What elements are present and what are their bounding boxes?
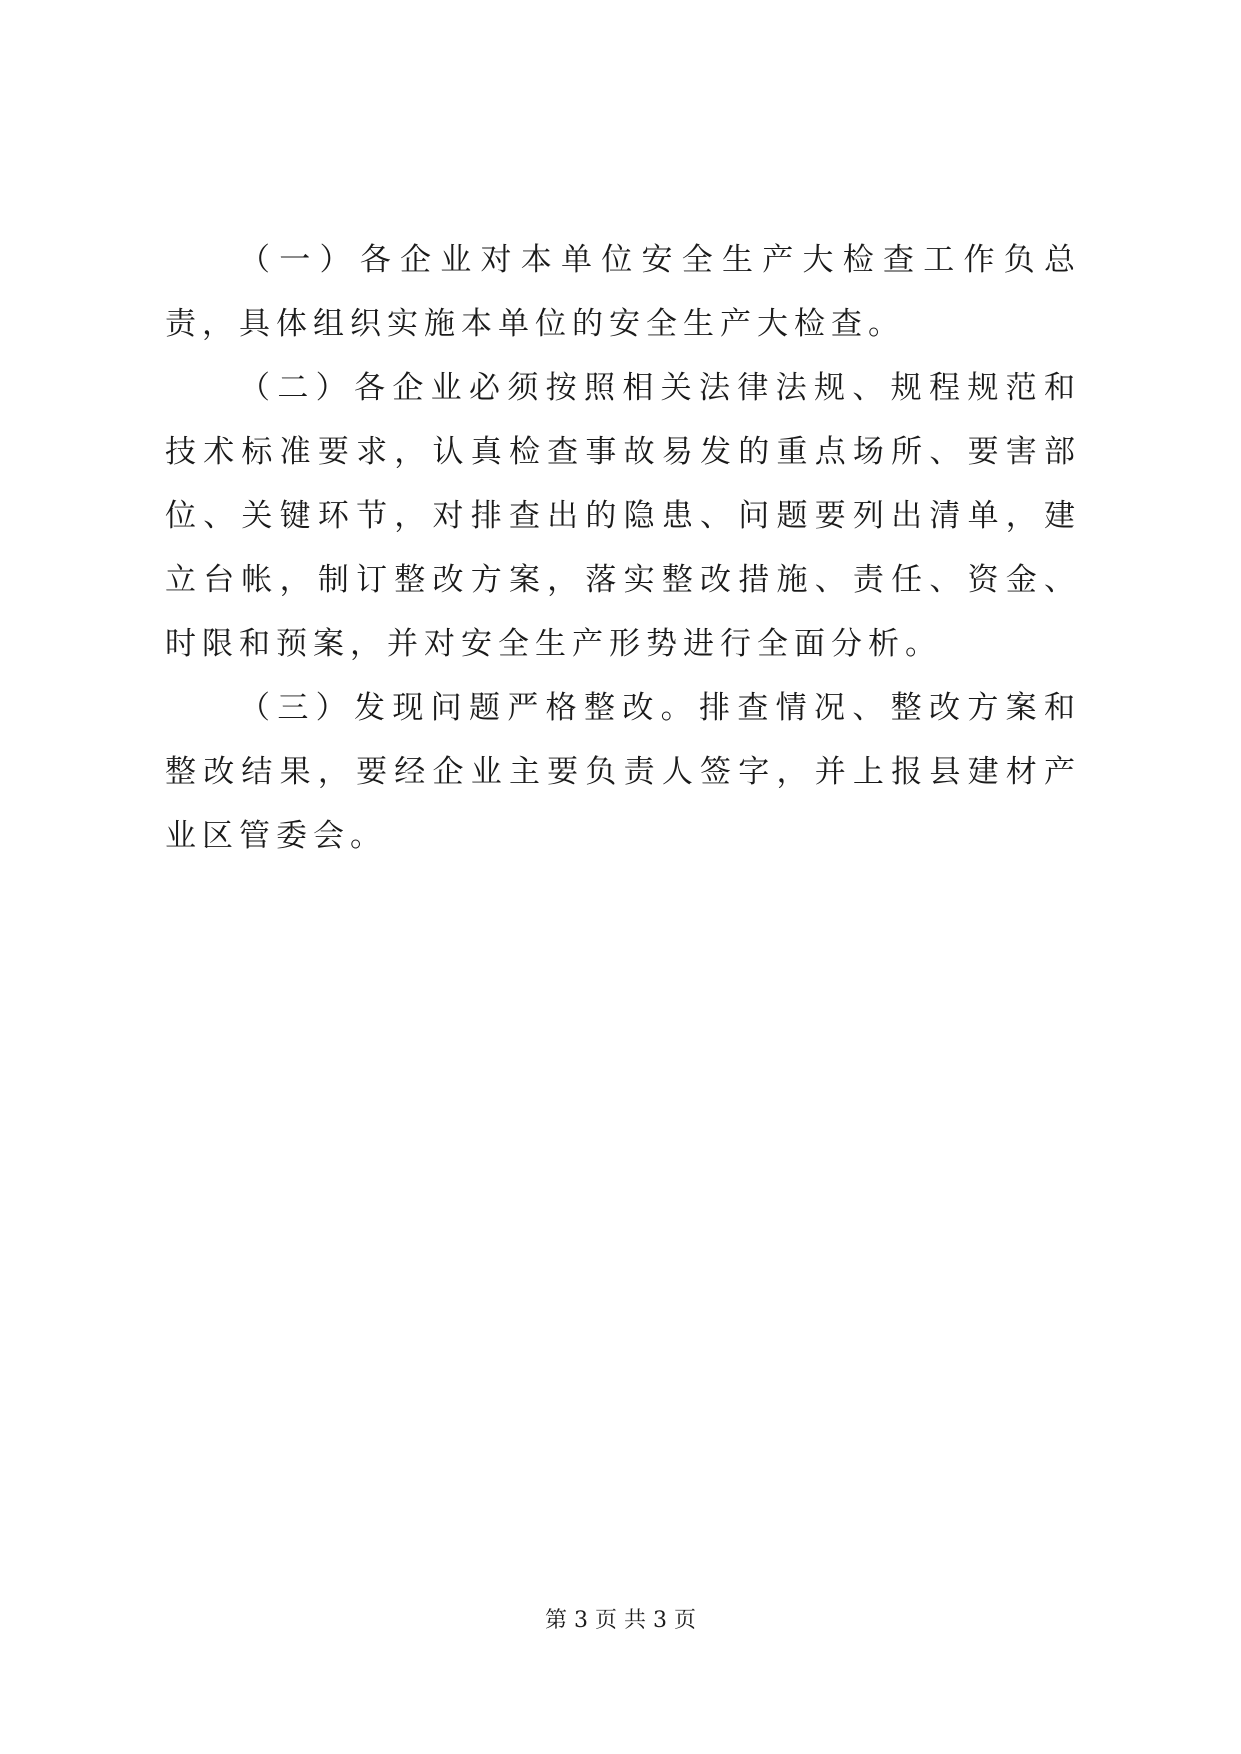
paragraph-2: （二）各企业必须按照相关法律法规、规程规范和技术标准要求，认真检查事故易发的重点场所、要害部位、关键环节，对排查出的隐患、问题要列出清单，建立台帐，制订整改方案，落实整改措施、责任、资金、时限和预案，并对安全生产形势进行全面分析。 (165, 370, 1081, 662)
paragraph-3: （三）发现问题严格整改。排查情况、整改方案和整改结果，要经企业主要负责人签字，并上报县建材产业区管委会。 (165, 690, 1081, 854)
document-body (165, 228, 1081, 868)
paragraph-1: （一）各企业对本单位安全生产大检查工作负总责，具体组织实施本单位的安全生产大检查。 (165, 242, 1081, 342)
page-footer: 第 3 页 共 3 页 (545, 1608, 696, 1633)
